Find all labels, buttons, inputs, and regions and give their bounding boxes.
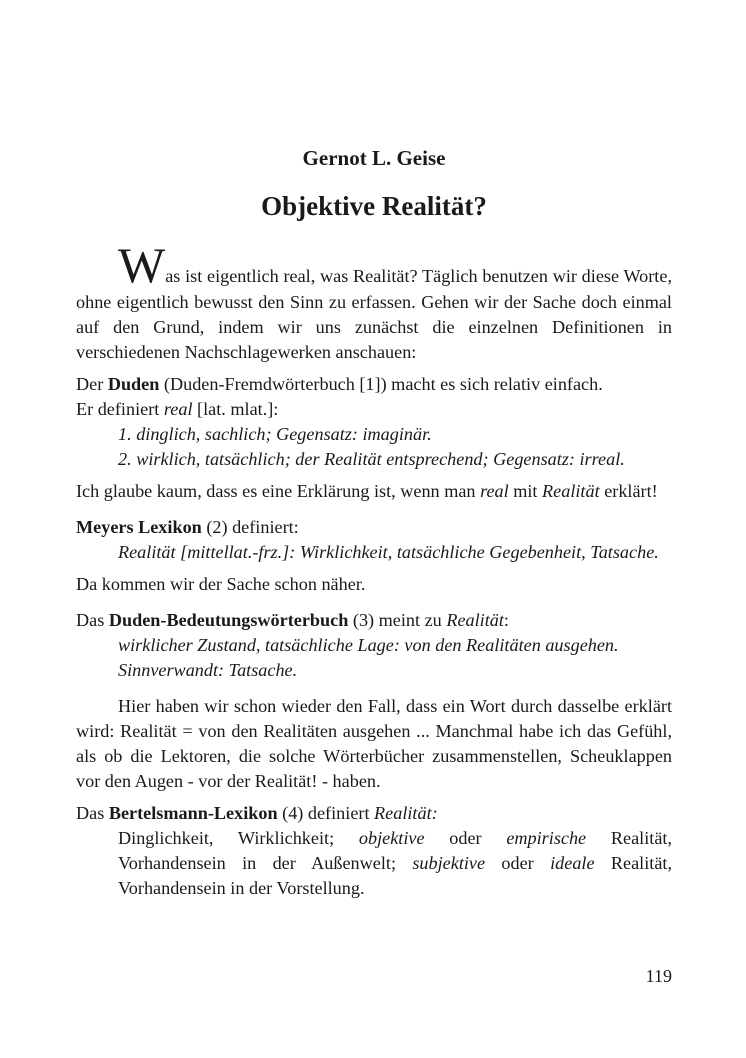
duden-line2-pre: Er definiert xyxy=(76,399,164,419)
comment1-term2: Realität xyxy=(542,481,600,501)
duden-bed-post: (3) meint zu xyxy=(348,610,447,630)
bertelsmann-d1: Dinglichkeit, Wirklichkeit; xyxy=(118,828,359,848)
duden-term: real xyxy=(163,399,193,419)
duden-bed-name: Duden-Bedeutungswörterbuch xyxy=(108,610,349,630)
duden-bed-pre: Das xyxy=(76,610,109,630)
bertelsmann-paragraph xyxy=(76,801,672,826)
duden-bed-colon: : xyxy=(503,610,509,630)
duden-paragraph xyxy=(76,372,672,422)
duden-name: Duden xyxy=(107,374,160,394)
comment1-term1: real xyxy=(480,481,509,501)
bertelsmann-d8: ideale xyxy=(550,853,595,873)
chapter-title: Objektive Realität? xyxy=(261,191,487,221)
bertelsmann-d3: oder xyxy=(424,828,507,848)
bertelsmann-name: Bertelsmann-Lexikon xyxy=(108,803,278,823)
bertelsmann-d4: empirische xyxy=(506,828,587,848)
bertelsmann-d2: objektive xyxy=(358,828,425,848)
intro-line1: as ist eigentlich real, was Realität? Täglich benutzen wir diese xyxy=(165,266,620,286)
page-number: 119 xyxy=(645,966,672,986)
bertelsmann-post: (4) definiert xyxy=(277,803,375,823)
meyers-post: (2) definiert: xyxy=(201,517,299,537)
duden-pre: Der xyxy=(76,374,108,394)
duden-def1 xyxy=(76,422,672,447)
duden-bed-def1 xyxy=(76,633,672,658)
bertelsmann-d7: oder xyxy=(485,853,551,873)
bertelsmann-d5: Realität, Vorhandensein in der Außenwelt; xyxy=(118,828,672,873)
meyers-name: Meyers Lexikon xyxy=(76,517,202,537)
book-page xyxy=(76,0,672,1058)
meyers-def-text: Realität [mittellat.-frz.]: Wirklichkeit, tatsächliche Gegebenheit, Tatsache. xyxy=(118,542,659,562)
duden-def2-text: 2. wirklich, tatsächlich; der Realität entsprechend; Gegensatz: irreal. xyxy=(118,449,625,469)
body-text xyxy=(76,234,672,901)
author-name: Gernot L. Geise xyxy=(302,146,446,170)
comment2-paragraph: Da kommen wir der Sache schon näher. xyxy=(76,574,366,594)
duden-def1-text: 1. dinglich, sachlich; Gegensatz: imaginär. xyxy=(118,424,432,444)
bertelsmann-term: Realität: xyxy=(374,803,438,823)
duden-bed-def2-text: Sinnverwandt: Tatsache. xyxy=(118,660,298,680)
comment3-paragraph: Hier haben wir schon wieder den Fall, dass ein Wort durch dasselbe erklärt wird: Realität = von den Realitäten ausgehen ... Manchmal habe ich das Gefühl, als ob die Lektoren, die solche Wörterbücher zusammenstellen, Scheuklappen vor den Augen - vor der Realität! - haben. xyxy=(76,696,672,791)
comment1-pre: Ich glaube kaum, dass es eine Erklärung ist, wenn man xyxy=(76,481,481,501)
bertelsmann-pre: Das xyxy=(76,803,109,823)
comment1-mid: mit xyxy=(508,481,543,501)
comment1-post: erklärt! xyxy=(599,481,658,501)
meyers-def xyxy=(76,540,672,565)
duden-bed-def2 xyxy=(76,658,672,683)
duden-bed-paragraph xyxy=(76,608,672,633)
intro-rest: Worte, ohne eigentlich bewusst den Sinn zu erfassen. Gehen wir der Sache doch einmal auf den Grund, indem wir uns zunächst die einzelnen Definitionen in verschiedenen Nachschlagewerken anschauen: xyxy=(76,266,672,362)
duden-def2 xyxy=(76,447,672,472)
intro-paragraph xyxy=(76,234,672,365)
comment1-paragraph xyxy=(76,479,672,504)
duden-line2-post: [lat. mlat.]: xyxy=(192,399,279,419)
meyers-paragraph xyxy=(76,515,672,540)
bertelsmann-def xyxy=(76,826,672,901)
bertelsmann-d9: Realität, Vorhandensein in der Vorstellung. xyxy=(118,853,672,898)
duden-bed-def1-text: wirklicher Zustand, tatsächliche Lage: von den Realitäten ausgehen. xyxy=(118,635,619,655)
duden-post: (Duden-Fremdwörterbuch [1]) macht es sich relativ einfach. xyxy=(159,374,603,394)
drop-cap: W xyxy=(118,237,166,293)
duden-bed-term: Realität xyxy=(446,610,504,630)
bertelsmann-d6: subjektive xyxy=(412,853,486,873)
